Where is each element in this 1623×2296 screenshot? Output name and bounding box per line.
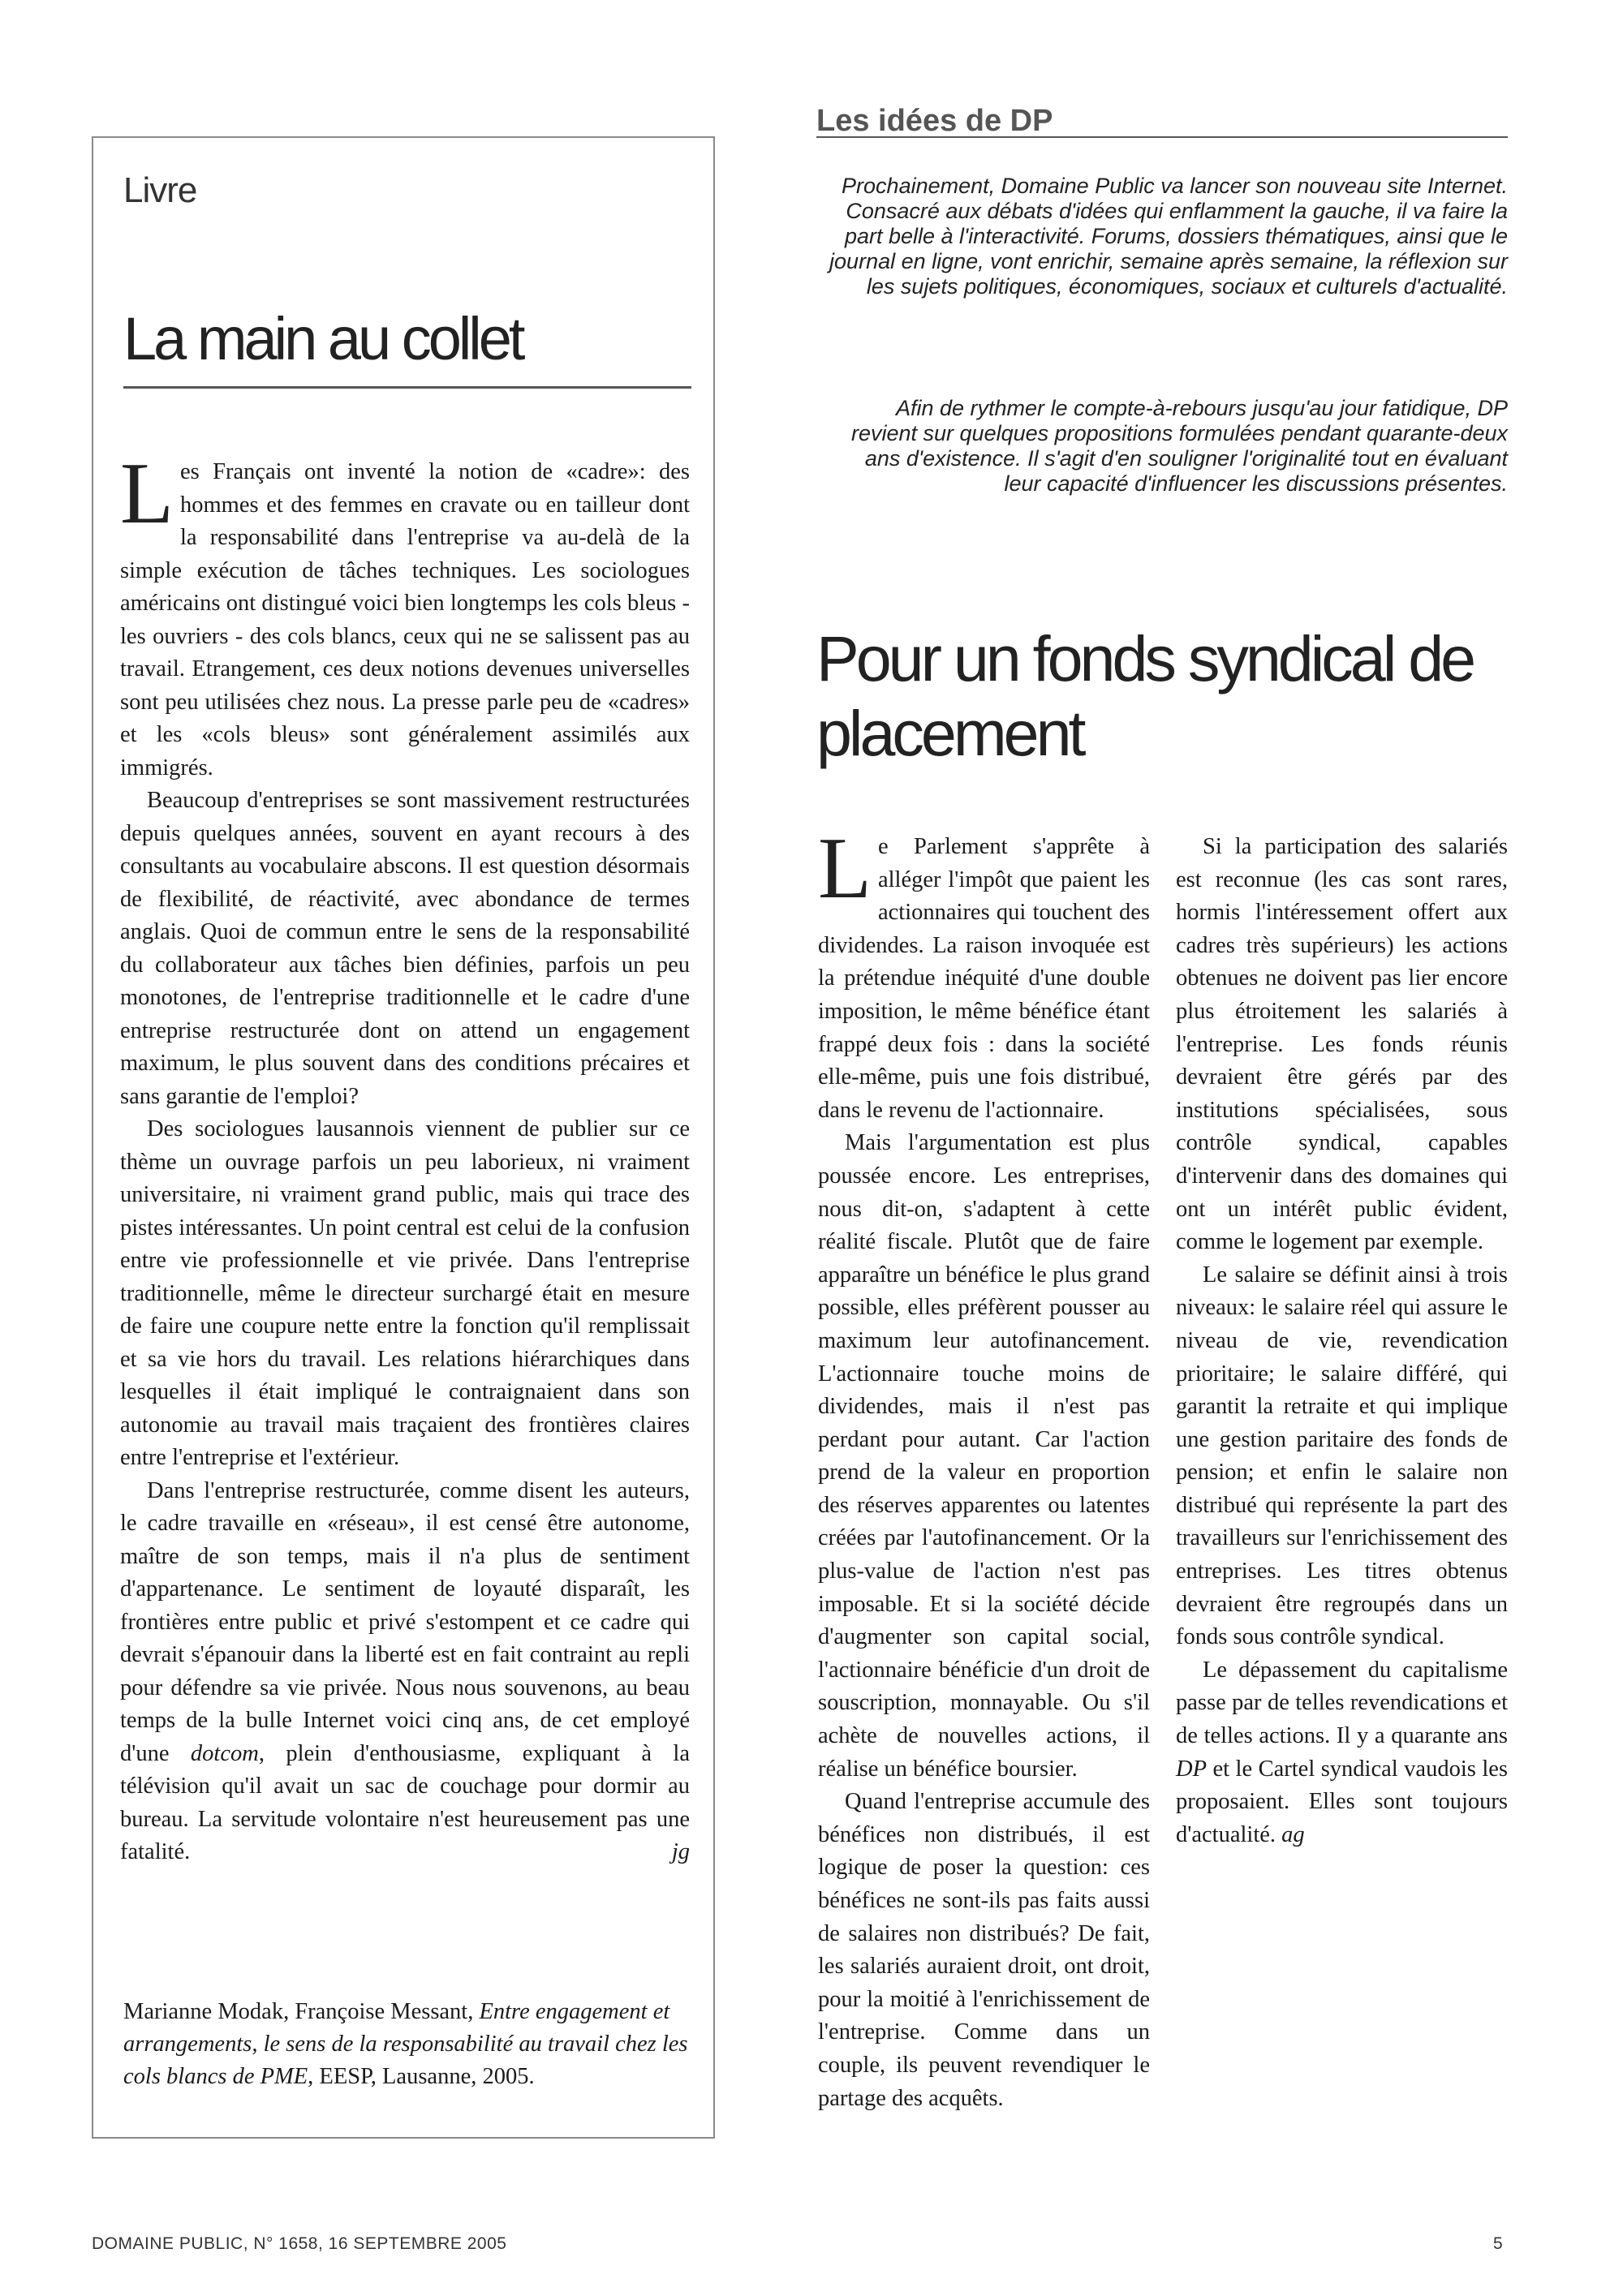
section-header: Les idées de DP [816,96,1508,138]
paragraph: Le dépassement du capitalisme passe par de telles revendications et de telles actions. Il y a quarante ans DP et le Cartel syndical vaudois les proposaient. Elles sont toujours d'actualité. ag [1176,1657,1508,1847]
rubric-label: Livre [123,170,197,210]
drop-cap: L [120,445,174,542]
paragraph: Si la participation des salariés est reconnue (les cas sont rares, hormis l'intéressement offert aux cadres très supérieurs) les actions obtenues ne doivent pas lier encore plus étroitement les salariés à l'entreprise. Les fonds réunis devraient être gérés par des institutions spécialisées, sous contrôle syndical, capables d'intervenir dans des domaines qui ont un intérêt public évident, comme le logement par exemple. [1176,834,1508,1255]
drop-cap: L [818,820,872,917]
paragraph: Beaucoup d'entreprises se sont massivement restructurées depuis quelques années, souvent en ayant recours à des consultants au vocabulaire abscons. Il est question désormais de flexibilité, de réactivité, avec abondance de termes anglais. Quoi de commun entre le sens de la responsabilité du collaborateur aux tâches bien définies, parfois un peu monotones, de l'entreprise traditionnelle et le cadre d'une entreprise restructurée dont on attend un engagement maximum, le plus souvent dans des conditions précaires et sans garantie de l'emploi? [120,788,690,1109]
author-signature: ag [1281,1821,1305,1847]
paragraph: Les Français ont inventé la notion de «cadre»: des hommes et des femmes en cravate ou en tailleur dont la responsabilité dans l'entreprise va au-delà de la simple exécution de tâches techniques. Les sociologues américains ont distingué voici bien longtemps les cols bleus -les ouvriers - des cols blancs, ceux qui ne se salissent pas au travail. Etrangement, ces deux notions devenues universelles sont peu utilisées chez nous. La presse parle peu de «cadres» et les «cols bleus» sont généralement assimilés aux immigrés. [120,445,690,780]
author-signature: jg [671,1839,690,1864]
article-title: Pour un fonds syndical de placement [816,622,1474,769]
paragraph: Quand l'entreprise accumule des bénéfices non distribués, il est logique de poser la question: ces bénéfices ne sont-ils pas faits aussi de salaires non distribués? De fait, les salariés auraient droit, ont droit, pour la moitié à l'enrichissement de l'entreprise. Comme dans un couple, ils peuvent revendiquer le partage des acquêts. [818,1789,1150,2111]
section-intro: Prochainement, Domaine Public va lancer son nouveau site Internet. Consacré aux débats d'idées qui enflamment la gauche, il va faire la part belle à l'interactivité. Forums, dossiers thématiques, ainsi que le journal en ligne, vont enrichir, semaine après semaine, la réflexion sur les sujets politiques, économiques, sociaux et culturels d'actualité. [829,174,1508,299]
bibliographic-reference: Marianne Modak, Françoise Messant, Entre engagement et arrangements, le sens de la responsabilité au travail chez les cols blancs de PME, EESP, Lausanne, 2005. [123,1999,688,2089]
page-number: 5 [1493,2234,1503,2253]
section-intro: Afin de rythmer le compte-à-rebours jusqu'au jour fatidique, DP revient sur quelques propositions formulées pendant quarante-deux ans d'existence. Il s'agit d'en souligner l'originalité tout en évaluant leur capacité d'influencer les discussions présentes. [850,396,1508,496]
paragraph: Mais l'argumentation est plus poussée encore. Les entreprises, nous dit-on, s'adaptent à cette réalité fiscale. Plutôt que de faire apparaître un bénéfice le plus grand possible, elles préfèrent pousser au maximum leur autofinancement. L'actionnaire touche moins de dividendes, mais il n'est pas perdant pour autant. Car l'action prend de la valeur en proportion des réserves apparentes ou latentes créées par l'autofinancement. Or la plus-value de l'action n'est pas imposable. Et si la société décide d'augmenter son capital social, l'actionnaire bénéficie d'un droit de souscription, monnayable. Ou s'il achète de nouvelles actions, il réalise un bénéfice boursier. [818,1130,1150,1782]
book-review-box [92,136,715,2139]
paragraph: Dans l'entreprise restructurée, comme disent les auteurs, le cadre travaille en «réseau», il est censé être autonome, maître de son temps, mais il n'a plus de sentiment d'appartenance. Le sentiment de loyauté disparaît, les frontières entre public et privé s'estompent et ce cadre qui devrait s'épanouir dans la liberté est en fait contraint au repli pour défendre sa vie privée. Nous nous souvenons, au beau temps de la bulle Internet voici cinq ans, de cet employé d'une dotcom, plein d'enthousiasme, expliquant à la télévision qu'il avait un sac de couchage pour dormir au bureau. La servitude volontaire n'est heureusement pas une fatalité. jg [120,1475,690,1869]
paragraph: Le salaire se définit ainsi à trois niveaux: le salaire réel qui assure le niveau de vie, revendication prioritaire; le salaire différé, qui garantit la retraite et qui implique une gestion paritaire des fonds de pension; et enfin le salaire non distribué qui représente la part des travailleurs sur l'enrichissement des entreprises. Les titres obtenus devraient être regroupés dans un fonds sous contrôle syndical. [1176,1262,1508,1650]
publication-info: DOMAINE PUBLIC, N° 1658, 16 SEPTEMBRE 2005 [92,2234,507,2253]
article-title: La main au collet [123,300,691,389]
paragraph: Le Parlement s'apprête à alléger l'impôt que paient les actionnaires qui touchent des dividendes. La raison invoquée est la prétendue inéquité d'une double imposition, le même bénéfice étant frappé deux fois : dans la société elle-même, puis une fois distribué, dans le revenu de l'actionnaire. [818,820,1150,1123]
article-body [120,445,690,1869]
paragraph: Des sociologues lausannois viennent de publier sur ce thème un ouvrage parfois un peu laborieux, ni vraiment universitaire, ni vraiment grand public, mais qui trace des pistes intéressantes. Un point central est celui de la confusion entre vie professionnelle et vie privée. Dans l'entreprise traditionnelle, même le directeur surchargé était en mesure de faire une coupure nette entre la fonction qu'il remplissait et sa vie hors du travail. Les relations hiérarchiques dans lesquelles il était impliqué le contraignaient dans son autonomie au travail mais traçaient des frontières claires entre l'entreprise et l'extérieur. [120,1116,690,1470]
article-body [818,820,1508,2145]
